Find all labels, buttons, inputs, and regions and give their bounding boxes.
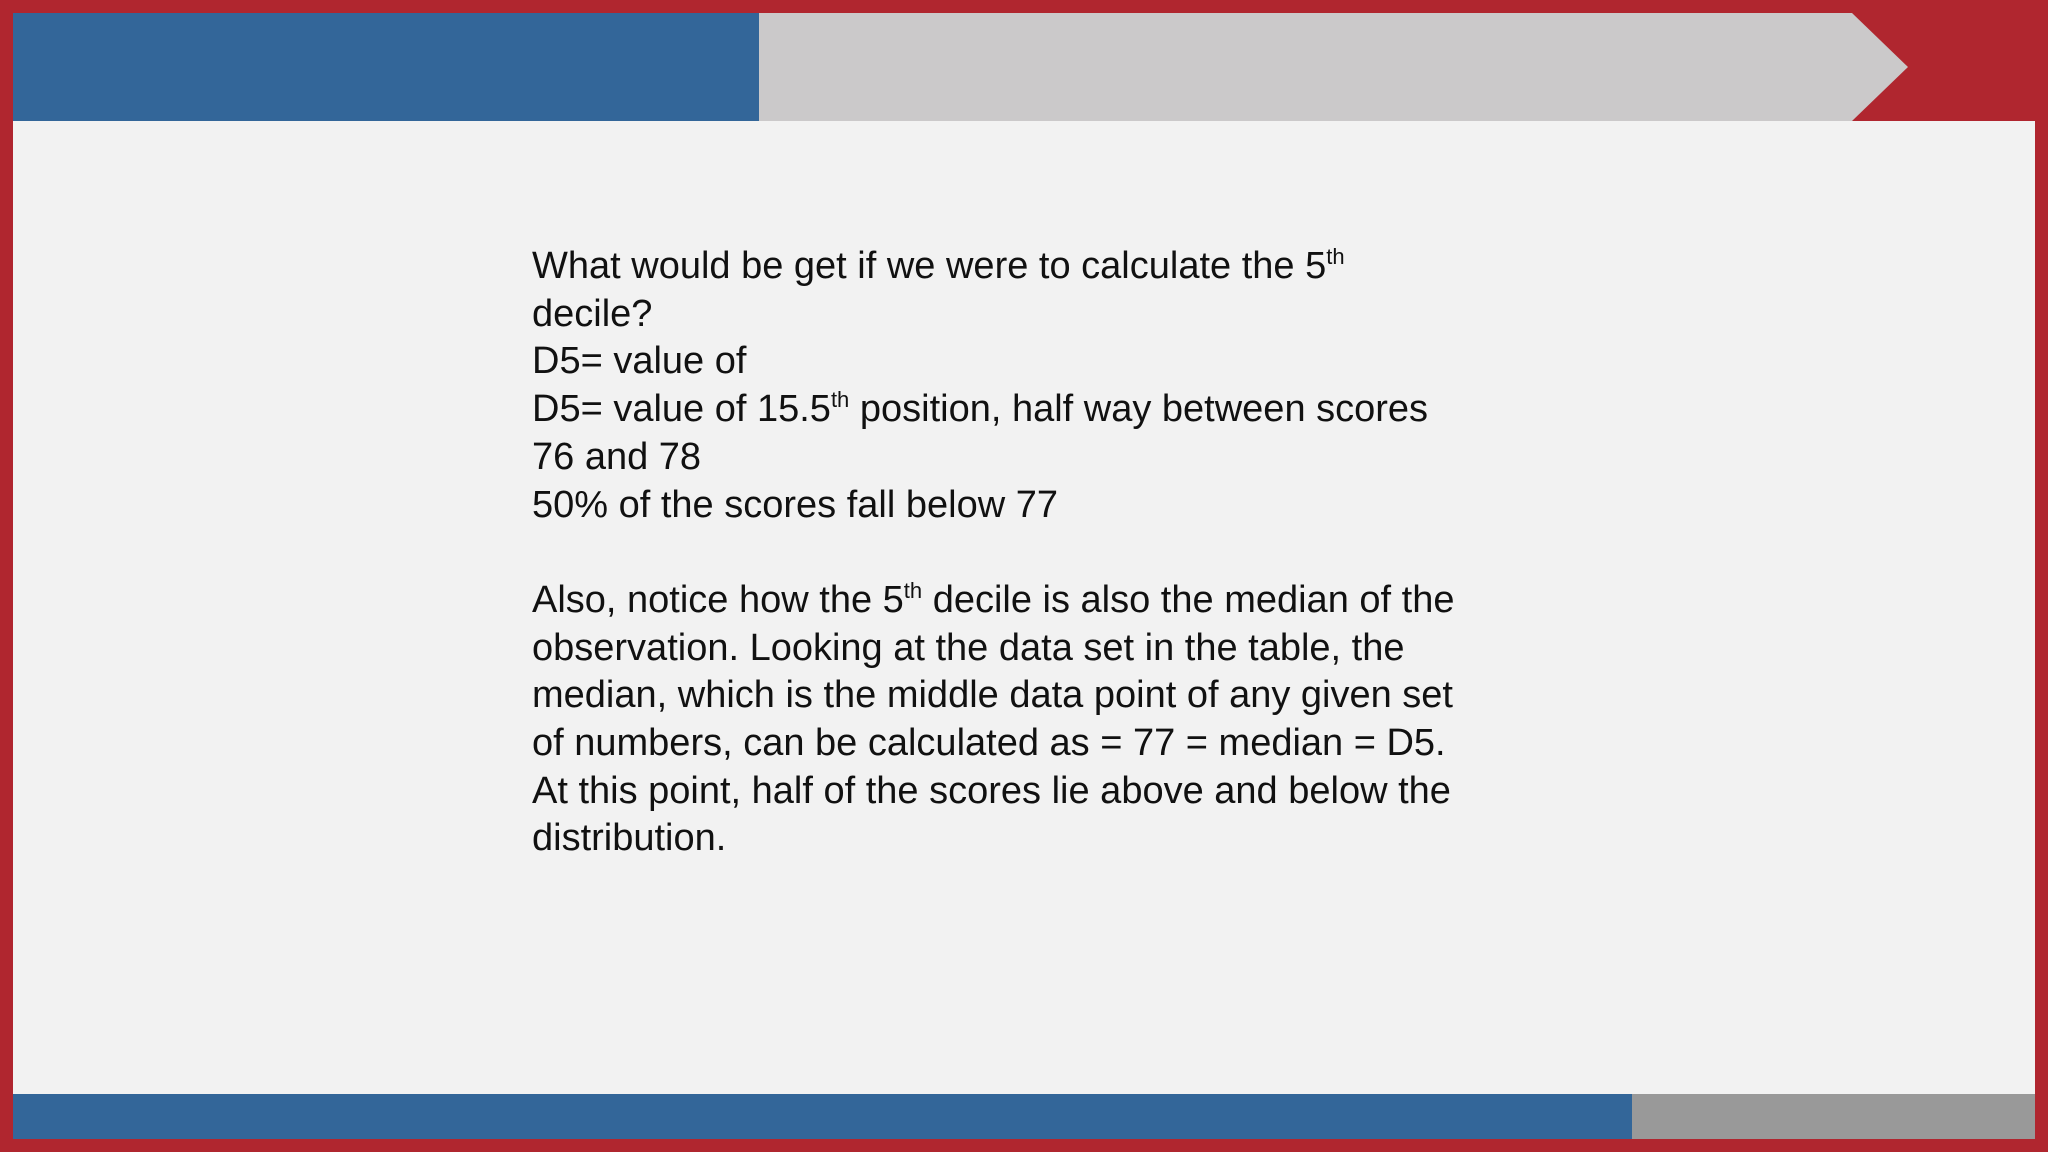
- text-line: of numbers, can be calculated as = 77 = median = D5.: [532, 722, 1446, 765]
- paragraph-spacer: [532, 529, 1532, 577]
- footer-gray-bar: [1632, 1094, 2035, 1139]
- text-line: distribution.: [532, 817, 727, 860]
- text-line: D5= value of: [532, 340, 747, 383]
- text-line: Also, notice how the 5th decile is also the median of the: [532, 577, 1455, 621]
- text-line: 76 and 78: [532, 435, 702, 478]
- text-line: observation. Looking at the data set in the table, the: [532, 626, 1405, 669]
- footer-blue-bar: [13, 1094, 1632, 1139]
- text-line: median, which is the middle data point of any given set: [532, 674, 1453, 717]
- slide-text-body: [532, 243, 1532, 863]
- text-line: decile?: [532, 292, 653, 335]
- text-line: What would be get if we were to calculate the 5th: [532, 244, 1345, 287]
- header-blue-bar: [13, 13, 759, 121]
- text-line: At this point, half of the scores lie above and below the: [532, 769, 1451, 812]
- text-line: 50% of the scores fall below 77: [532, 483, 1058, 526]
- header-arrow-banner: [759, 13, 1908, 121]
- text-line: D5= value of 15.5th position, half way between scores: [532, 387, 1429, 431]
